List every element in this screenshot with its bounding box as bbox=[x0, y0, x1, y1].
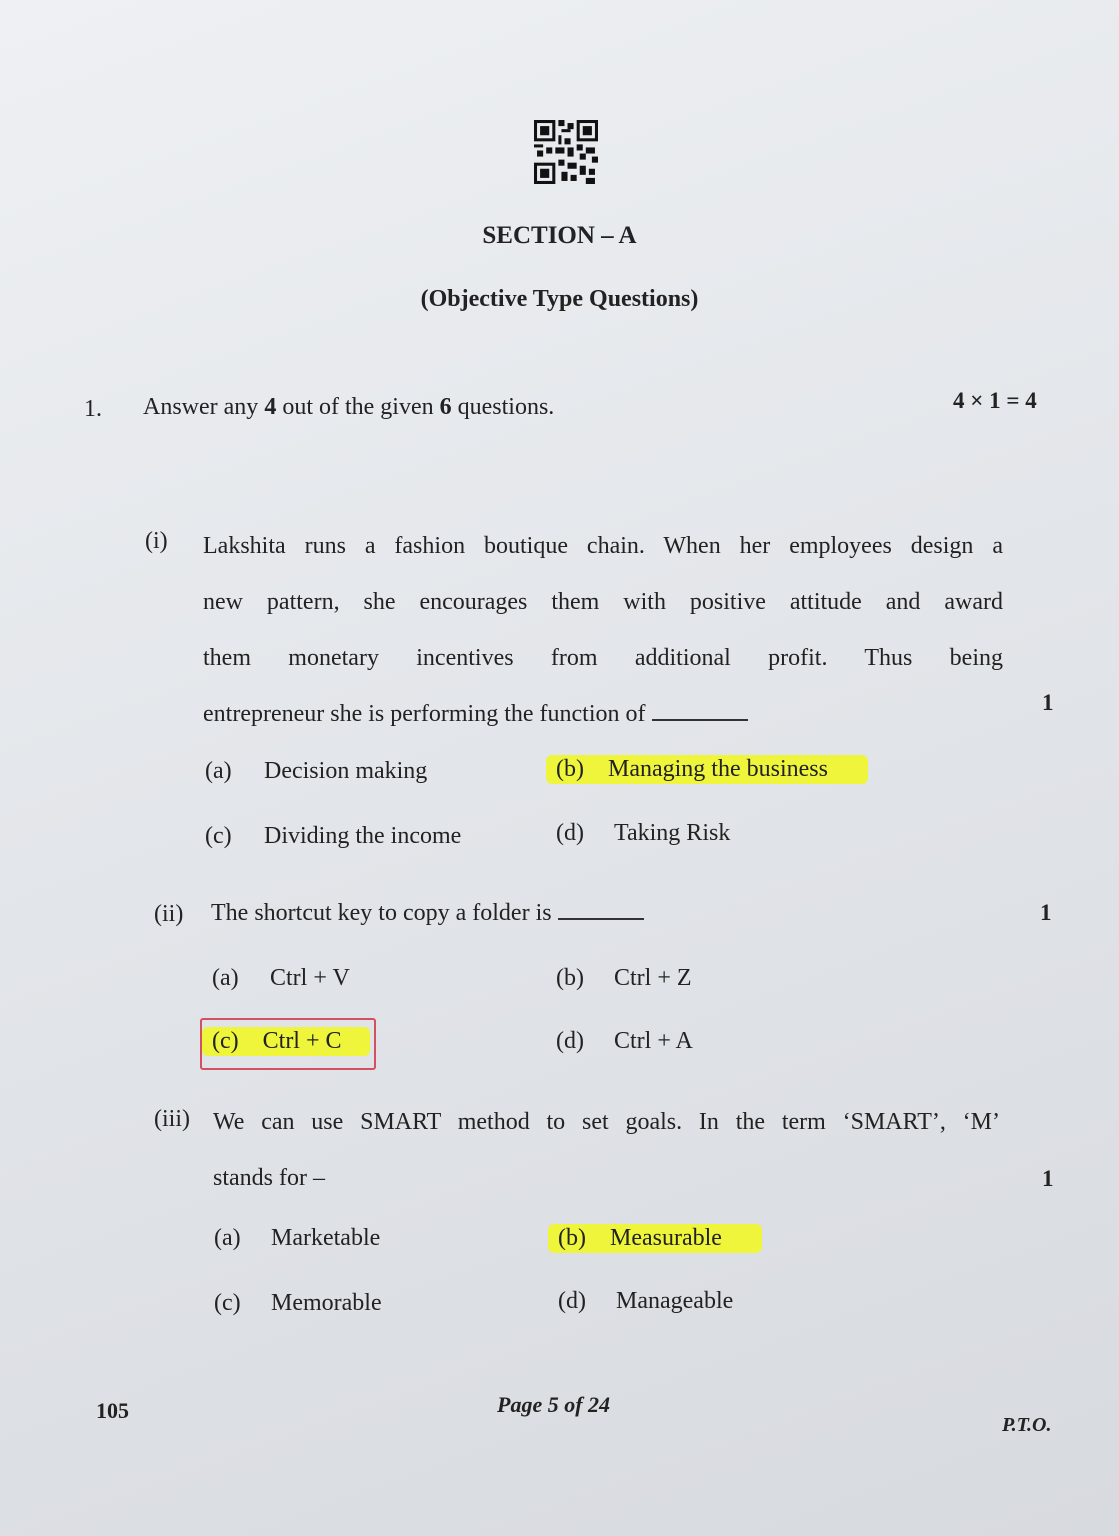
option-key: (b) bbox=[558, 1225, 586, 1251]
option-key: (a) bbox=[214, 1225, 241, 1251]
instruction-text: Answer any bbox=[143, 394, 265, 420]
subquestion-label: (ii) bbox=[154, 901, 184, 927]
option-text: Ctrl + A bbox=[614, 1028, 693, 1054]
question-marks: 4 × 1 = 4 bbox=[953, 388, 1037, 413]
subquestion-marks: 1 bbox=[1042, 1166, 1054, 1191]
paper-code: 105 bbox=[96, 1398, 129, 1423]
instruction-text: questions. bbox=[451, 394, 555, 420]
question-number: 1. bbox=[84, 396, 102, 422]
pto-label: P.T.O. bbox=[1002, 1414, 1052, 1436]
option-key: (c) bbox=[214, 1290, 241, 1316]
option-key: (a) bbox=[212, 965, 239, 991]
question-line: The shortcut key to copy a folder is bbox=[211, 900, 552, 926]
subquestion-i-text bbox=[203, 518, 1003, 742]
option-key: (d) bbox=[556, 820, 584, 846]
option-key: (d) bbox=[558, 1288, 586, 1314]
answer-blank bbox=[652, 701, 748, 721]
question-line: new pattern, she encourages them with positive attitude and award bbox=[203, 589, 1003, 615]
instruction-text: out of the given bbox=[276, 394, 440, 420]
section-title: SECTION – A bbox=[482, 222, 637, 249]
option-text: Manageable bbox=[616, 1288, 734, 1314]
option-text: Marketable bbox=[271, 1225, 381, 1251]
highlighted-option bbox=[546, 755, 868, 784]
question-line: them monetary incentives from additional profit. Thus being bbox=[203, 645, 1003, 671]
subquestion-marks: 1 bbox=[1040, 900, 1052, 925]
subquestion-label: (i) bbox=[145, 528, 168, 554]
qr-code-icon bbox=[534, 120, 598, 184]
highlighted-option bbox=[202, 1027, 370, 1056]
subquestion-marks: 1 bbox=[1042, 690, 1054, 715]
option-text: Managing the business bbox=[607, 756, 828, 782]
subquestion-ii-text bbox=[211, 900, 644, 927]
option-text: Taking Risk bbox=[614, 820, 731, 846]
question-line: We can use SMART method to set goals. In the term ‘SMART’, ‘M’ bbox=[213, 1109, 1000, 1135]
option-text: Memorable bbox=[271, 1290, 382, 1316]
question-line: entrepreneur she is performing the function of bbox=[203, 701, 646, 727]
section-subtitle: (Objective Type Questions) bbox=[420, 286, 699, 312]
option-text: Dividing the income bbox=[264, 823, 462, 849]
option-text: Measurable bbox=[609, 1225, 722, 1251]
option-key: (a) bbox=[205, 758, 232, 784]
option-text: Decision making bbox=[264, 758, 428, 784]
question-line-last bbox=[203, 686, 1003, 742]
highlighted-option bbox=[548, 1224, 762, 1253]
question-line: Lakshita runs a fashion boutique chain. When her employees design a bbox=[203, 533, 1003, 559]
instruction-count-total: 6 bbox=[439, 394, 452, 420]
subquestion-iii-text bbox=[213, 1094, 1000, 1206]
instruction-count-answer: 4 bbox=[264, 394, 277, 420]
question-line: stands for – bbox=[213, 1165, 325, 1191]
option-key: (b) bbox=[556, 756, 584, 782]
subquestion-label: (iii) bbox=[154, 1106, 190, 1132]
option-text: Ctrl + V bbox=[270, 965, 350, 991]
option-text: Ctrl + Z bbox=[614, 965, 692, 991]
question-instruction bbox=[143, 394, 554, 421]
option-text: Ctrl + C bbox=[262, 1028, 342, 1054]
option-key: (b) bbox=[556, 965, 584, 991]
page-number: Page 5 of 24 bbox=[497, 1392, 611, 1417]
option-key: (d) bbox=[556, 1028, 584, 1054]
option-key: (c) bbox=[205, 823, 232, 849]
answer-blank bbox=[558, 900, 644, 920]
option-key: (c) bbox=[212, 1028, 239, 1054]
